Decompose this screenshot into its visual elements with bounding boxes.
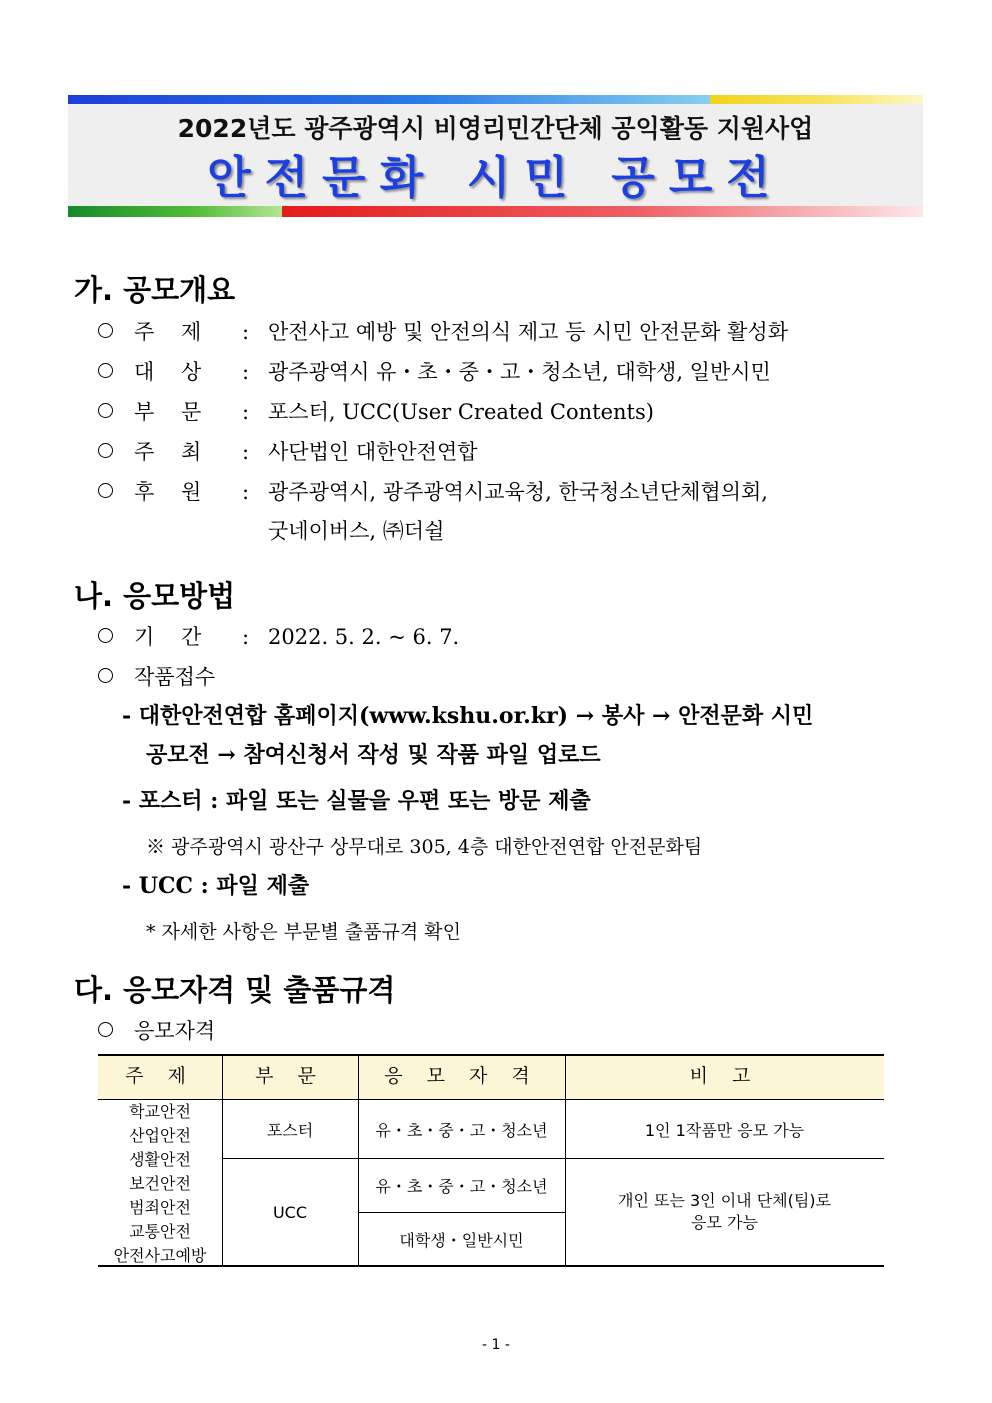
circle-bullet-icon	[98, 443, 113, 458]
circle-bullet-icon	[98, 668, 113, 683]
overview-item-sponsor	[98, 482, 928, 506]
colon: :	[242, 480, 250, 504]
overview-item-host	[98, 442, 928, 466]
banner-bottom-red-bar	[282, 206, 923, 217]
banner-top-yellow-bar	[710, 95, 923, 104]
page-number: - 1 -	[482, 1337, 510, 1353]
online-submission-line-cont: 공모전 → 참여신청서 작성 및 작품 파일 업로드	[146, 742, 601, 768]
submission-item	[98, 667, 928, 691]
banner-title: 안전문화 시민 공모전	[207, 151, 784, 204]
topic-item: 학교안전	[129, 1102, 191, 1121]
circle-bullet-icon	[98, 363, 113, 378]
item-value: 광주광역시 유・초・중・고・청소년, 대학생, 일반시민	[268, 360, 771, 384]
table-header-remarks: 비 고	[689, 1065, 760, 1087]
topic-item: 안전사고예방	[113, 1246, 207, 1265]
mailing-address-note: ※ 광주광역시 광산구 상무대로 305, 4층 대한안전연합 안전문화팀	[146, 836, 703, 858]
topics-cell	[98, 1100, 222, 1268]
poster-category-cell: 포스터	[266, 1120, 314, 1140]
colon: :	[242, 440, 250, 464]
poster-remarks-cell: 1인 1작품만 응모 가능	[644, 1120, 805, 1140]
banner-subtitle: 2022년도 광주광역시 비영리민간단체 공익활동 지원사업	[177, 114, 814, 143]
item-label: 주 최	[134, 440, 202, 464]
item-label: 대 상	[134, 360, 202, 384]
item-value: 2022. 5. 2. ~ 6. 7.	[268, 625, 460, 649]
colon: :	[242, 360, 250, 384]
banner-top-blue-bar	[68, 95, 710, 104]
online-submission-line: - 대한안전연합 홈페이지(www.kshu.or.kr) → 봉사 → 안전문화 시민	[122, 703, 814, 729]
item-label: 부 문	[134, 400, 202, 424]
poster-eligibility-cell: 유・초・중・고・청소년	[375, 1120, 548, 1140]
ucc-remarks-cell	[565, 1159, 884, 1265]
banner-bottom-green-bar	[68, 206, 282, 217]
circle-bullet-icon	[98, 628, 113, 643]
title-banner	[68, 95, 923, 218]
ucc-remarks-line: 개인 또는 3인 이내 단체(팀)로	[617, 1191, 832, 1210]
details-note: * 자세한 사항은 부문별 출품규격 확인	[146, 921, 462, 943]
item-label: 작품접수	[134, 665, 216, 689]
item-value: 안전사고 예방 및 안전의식 제고 등 시민 안전문화 활성화	[268, 320, 788, 344]
table-header-topic: 주 제	[125, 1065, 195, 1087]
topic-item: 생활안전	[129, 1150, 191, 1169]
topic-item: 산업안전	[129, 1126, 191, 1145]
ucc-eligibility-cell-youth: 유・초・중・고・청소년	[375, 1177, 548, 1196]
table-header-category: 부 문	[255, 1065, 325, 1087]
item-label: 주 제	[134, 320, 202, 344]
colon: :	[242, 320, 250, 344]
topic-item: 범죄안전	[129, 1198, 191, 1217]
item-label: 기 간	[134, 625, 202, 649]
item-value: 광주광역시, 광주광역시교육청, 한국청소년단체협의회,	[268, 480, 768, 504]
topic-item: 교통안전	[129, 1222, 191, 1241]
ucc-remarks-line: 응모 가능	[691, 1213, 758, 1232]
ucc-eligibility-cell-adult: 대학생・일반시민	[399, 1230, 524, 1250]
overview-item-category	[98, 402, 928, 426]
table-header-eligibility: 응 모 자 격	[384, 1065, 539, 1087]
poster-submission-line: - 포스터 : 파일 또는 실물을 우편 또는 방문 제출	[122, 788, 591, 814]
item-value: 포스터, UCC(User Created Contents)	[268, 400, 654, 424]
item-label: 후 원	[134, 480, 202, 504]
section-a-heading: 가. 공모개요	[74, 273, 236, 307]
item-value: 사단법인 대한안전연합	[268, 440, 478, 464]
circle-bullet-icon	[98, 323, 113, 338]
ucc-category-cell: UCC	[272, 1202, 308, 1222]
sponsor-continuation: 굿네이버스, ㈜더쉴	[268, 519, 445, 543]
eligibility-item	[98, 1021, 498, 1045]
section-c-heading: 다. 응모자격 및 출품규격	[74, 973, 396, 1007]
period-item	[98, 627, 928, 651]
overview-item-target	[98, 362, 928, 386]
overview-item-topic	[98, 322, 928, 346]
item-label: 응모자격	[134, 1019, 216, 1043]
colon: :	[242, 400, 250, 424]
eligibility-table	[98, 1054, 884, 1267]
colon: :	[242, 625, 250, 649]
circle-bullet-icon	[98, 483, 113, 498]
topic-item: 보건안전	[129, 1174, 191, 1193]
circle-bullet-icon	[98, 403, 113, 418]
ucc-submission-line: - UCC : 파일 제출	[122, 873, 310, 899]
circle-bullet-icon	[98, 1022, 113, 1037]
section-b-heading: 나. 응모방법	[74, 579, 236, 613]
